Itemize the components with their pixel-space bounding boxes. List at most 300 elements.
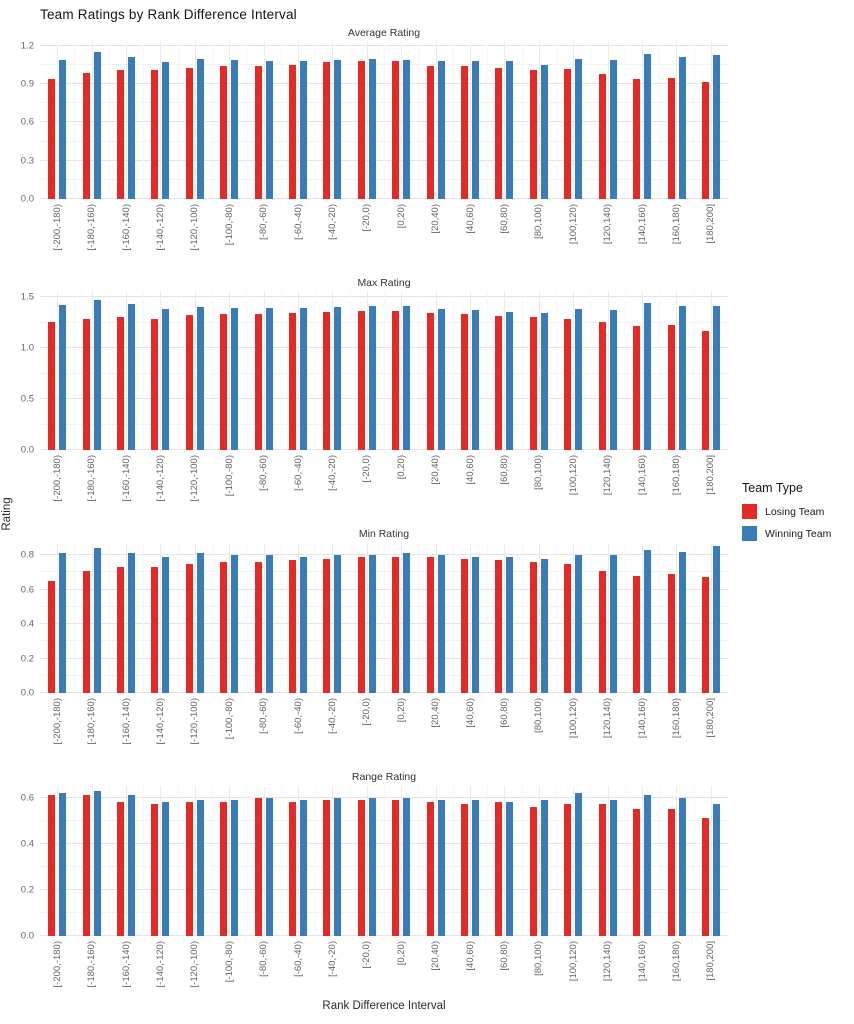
- bar-losing-1: [83, 571, 90, 693]
- facet-strip-min-rating: Min Rating: [358, 528, 410, 540]
- x-tick-label: [100,120): [567, 455, 579, 496]
- bar-winning-13: [506, 61, 513, 199]
- bar-losing-14: [530, 70, 537, 199]
- x-tick: [281, 450, 315, 512]
- category-group: [659, 42, 693, 199]
- category-group: [143, 292, 177, 450]
- plot-area-max-rating: [40, 292, 728, 450]
- bar-losing-9: [358, 800, 365, 936]
- facet-strip-average-rating: Average Rating: [347, 27, 421, 39]
- x-tick-label: [-40,-20): [326, 455, 338, 491]
- category-group: [178, 786, 212, 936]
- x-tick-label: [140,160): [636, 204, 648, 245]
- bar-losing-10: [392, 557, 399, 693]
- x-tick: [487, 936, 521, 998]
- bar-winning-16: [610, 800, 617, 936]
- category-group: [178, 543, 212, 693]
- bar-losing-14: [530, 562, 537, 693]
- x-tick-label: [140,160): [636, 941, 648, 982]
- bar-winning-4: [197, 307, 204, 450]
- y-tick-label: 0.6: [20, 792, 34, 804]
- x-tick-label: [-80,-60): [258, 698, 270, 734]
- bar-winning-11: [438, 800, 445, 936]
- x-tick: [418, 936, 452, 998]
- plot-row-min-rating: [20, 543, 728, 699]
- x-tick: [487, 450, 521, 512]
- category-group: [453, 786, 487, 936]
- x-tick: [591, 199, 625, 261]
- category-group: [40, 543, 74, 693]
- x-tick-label: [20,40): [430, 204, 442, 234]
- category-group: [281, 786, 315, 936]
- facet-panel-max-rating: [0, 276, 728, 512]
- x-tick-label: [120,140): [602, 698, 614, 739]
- bar-losing-15: [564, 564, 571, 693]
- bar-winning-3: [162, 802, 169, 936]
- bar-winning-10: [403, 798, 410, 936]
- bar-winning-6: [266, 555, 273, 693]
- x-tick: [212, 199, 246, 261]
- bar-winning-17: [644, 54, 651, 200]
- x-tick: [591, 693, 625, 755]
- category-group: [315, 292, 349, 450]
- x-tick: [74, 693, 108, 755]
- category-group: [487, 42, 521, 199]
- category-group: [522, 42, 556, 199]
- x-tick: [556, 936, 590, 998]
- bar-losing-14: [530, 807, 537, 936]
- bar-winning-0: [59, 305, 66, 450]
- facet-panel-average-rating: [0, 26, 728, 261]
- x-tick: [453, 936, 487, 998]
- category-group: [143, 42, 177, 199]
- category-group: [522, 292, 556, 450]
- bar-winning-6: [266, 798, 273, 936]
- y-tick-label: 0.0: [20, 930, 34, 942]
- legend-item-losing: [742, 504, 831, 519]
- x-tick: [281, 199, 315, 261]
- x-tick-label: [140,160): [636, 698, 648, 739]
- category-group: [453, 543, 487, 693]
- bar-winning-10: [403, 553, 410, 693]
- category-group: [625, 42, 659, 199]
- x-tick-label: [120,140): [602, 455, 614, 496]
- x-tick: [143, 450, 177, 512]
- x-tick-label: [-200,-180): [51, 941, 63, 988]
- bar-winning-16: [610, 555, 617, 693]
- y-tick-label: 1.0: [20, 342, 34, 354]
- bar-groups-range-rating: [40, 786, 728, 936]
- x-tick-label: [80,100): [533, 698, 545, 733]
- category-group: [384, 292, 418, 450]
- x-tick-label: [-80,-60): [258, 455, 270, 491]
- x-tick: [350, 693, 384, 755]
- bar-losing-13: [495, 316, 502, 450]
- x-tick-label: [-200,-180): [51, 204, 63, 251]
- bar-losing-9: [358, 61, 365, 199]
- plot-row-average-rating: [20, 40, 728, 205]
- bar-losing-15: [564, 804, 571, 936]
- category-group: [350, 42, 384, 199]
- bar-losing-18: [668, 325, 675, 450]
- bar-winning-3: [162, 62, 169, 199]
- bar-losing-15: [564, 69, 571, 199]
- x-tick-label: [-100,-80): [223, 941, 235, 983]
- category-group: [143, 543, 177, 693]
- x-tick-label: [-140,-120): [154, 455, 166, 502]
- category-group: [212, 543, 246, 693]
- x-tick-label: [-160,-140): [120, 941, 132, 988]
- x-tick: [212, 936, 246, 998]
- bar-losing-7: [289, 65, 296, 199]
- x-tick-label: [160,180): [671, 698, 683, 739]
- bar-losing-16: [599, 74, 606, 199]
- legend-title: Team Type: [742, 481, 803, 495]
- bar-losing-7: [289, 560, 296, 693]
- x-tick-label: [-200,-180): [51, 455, 63, 502]
- x-tick: [384, 936, 418, 998]
- bar-losing-5: [220, 66, 227, 199]
- bar-winning-4: [197, 800, 204, 936]
- bar-losing-19: [702, 818, 709, 936]
- facet-panel-range-rating: [0, 770, 728, 998]
- x-tick: [453, 693, 487, 755]
- plot-row-range-rating: [20, 786, 728, 942]
- x-tick-label: [120,140): [602, 204, 614, 245]
- x-tick-label: [40,60): [464, 204, 476, 234]
- category-group: [40, 292, 74, 450]
- category-group: [74, 786, 108, 936]
- category-group: [74, 42, 108, 199]
- category-group: [40, 786, 74, 936]
- bar-losing-11: [427, 66, 434, 199]
- bar-winning-4: [197, 59, 204, 199]
- bar-losing-1: [83, 73, 90, 199]
- y-tick-label: 0.8: [20, 549, 34, 561]
- x-tick: [143, 199, 177, 261]
- bar-losing-19: [702, 82, 709, 199]
- y-tick-label: 0.0: [20, 193, 34, 205]
- x-tick-label: [-120,-100): [189, 455, 201, 502]
- category-group: [418, 42, 452, 199]
- x-tick-label: [-160,-140): [120, 455, 132, 502]
- bar-winning-17: [644, 550, 651, 693]
- category-group: [109, 543, 143, 693]
- x-tick: [315, 450, 349, 512]
- category-group: [487, 786, 521, 936]
- bar-losing-4: [186, 564, 193, 693]
- x-tick-label: [160,180): [671, 941, 683, 982]
- bar-winning-9: [369, 798, 376, 936]
- bar-losing-15: [564, 319, 571, 450]
- x-tick: [350, 450, 384, 512]
- x-tick: [453, 450, 487, 512]
- bar-losing-18: [668, 809, 675, 936]
- bar-winning-8: [334, 60, 341, 199]
- bar-winning-7: [300, 308, 307, 450]
- category-group: [350, 543, 384, 693]
- category-group: [212, 292, 246, 450]
- bar-winning-10: [403, 60, 410, 199]
- bar-losing-6: [255, 66, 262, 199]
- bar-losing-1: [83, 795, 90, 936]
- bar-winning-14: [541, 559, 548, 693]
- category-group: [178, 292, 212, 450]
- x-tick: [418, 693, 452, 755]
- bar-losing-19: [702, 577, 709, 693]
- bar-winning-9: [369, 59, 376, 199]
- x-tick-label: [-40,-20): [326, 941, 338, 977]
- bar-losing-12: [461, 804, 468, 936]
- bar-losing-3: [151, 567, 158, 693]
- bar-losing-16: [599, 571, 606, 693]
- x-tick: [246, 693, 280, 755]
- x-tick: [143, 693, 177, 755]
- category-group: [315, 543, 349, 693]
- bar-winning-3: [162, 309, 169, 450]
- category-group: [74, 292, 108, 450]
- category-group: [384, 42, 418, 199]
- x-tick-label: [20,40): [430, 941, 442, 971]
- x-tick-label: [-100,-80): [223, 698, 235, 740]
- bar-losing-11: [427, 313, 434, 450]
- x-tick-label: [20,40): [430, 698, 442, 728]
- category-group: [659, 786, 693, 936]
- bar-winning-13: [506, 557, 513, 693]
- y-tick-label: 0.5: [20, 393, 34, 405]
- x-tick: [384, 199, 418, 261]
- x-tick: [418, 199, 452, 261]
- x-tick-label: [-120,-100): [189, 698, 201, 745]
- bar-losing-7: [289, 802, 296, 936]
- bar-winning-6: [266, 308, 273, 450]
- bar-losing-2: [117, 70, 124, 199]
- y-axis-title: Rating: [1, 497, 13, 531]
- x-tick: [281, 936, 315, 998]
- x-tick-label: [-180,-160): [86, 204, 98, 251]
- bar-losing-13: [495, 68, 502, 199]
- x-tick: [384, 450, 418, 512]
- bar-groups-min-rating: [40, 543, 728, 693]
- panels: [0, 26, 728, 1013]
- x-tick-label: [-60,-40): [292, 455, 304, 491]
- x-tick: [74, 936, 108, 998]
- category-group: [246, 543, 280, 693]
- x-tick-label: [-60,-40): [292, 698, 304, 734]
- y-tick-label: 0.2: [20, 653, 34, 665]
- bar-losing-13: [495, 802, 502, 936]
- x-tick-label: [120,140): [602, 941, 614, 982]
- x-tick: [625, 199, 659, 261]
- bar-losing-9: [358, 557, 365, 693]
- x-tick: [522, 199, 556, 261]
- x-tick: [591, 450, 625, 512]
- bar-winning-7: [300, 557, 307, 693]
- x-tick: [212, 450, 246, 512]
- x-tick: [659, 693, 693, 755]
- bar-winning-5: [231, 60, 238, 199]
- x-tick-label: [-20,0): [361, 698, 373, 726]
- category-group: [453, 42, 487, 199]
- category-group: [246, 292, 280, 450]
- x-tick: [556, 199, 590, 261]
- x-tick: [315, 693, 349, 755]
- bar-groups-max-rating: [40, 292, 728, 450]
- category-group: [281, 543, 315, 693]
- category-group: [694, 42, 728, 199]
- x-tick-label: [-20,0): [361, 941, 373, 969]
- bar-winning-16: [610, 310, 617, 450]
- x-tick-label: [180,200]: [705, 941, 717, 981]
- y-tick-label: 0.0: [20, 444, 34, 456]
- bar-losing-4: [186, 802, 193, 936]
- x-tick-label: [60,80): [498, 455, 510, 485]
- bar-groups-average-rating: [40, 42, 728, 199]
- x-tick: [178, 199, 212, 261]
- x-tick-label: [80,100): [533, 204, 545, 239]
- bar-winning-15: [575, 309, 582, 450]
- category-group: [246, 42, 280, 199]
- bar-winning-10: [403, 306, 410, 450]
- x-tick: [74, 199, 108, 261]
- x-axis-max-rating: [40, 450, 728, 512]
- bar-winning-0: [59, 553, 66, 693]
- bar-winning-8: [334, 555, 341, 693]
- bar-losing-5: [220, 802, 227, 936]
- x-tick-label: [-180,-160): [86, 455, 98, 502]
- bar-winning-16: [610, 60, 617, 199]
- bar-winning-0: [59, 793, 66, 936]
- bar-losing-18: [668, 574, 675, 693]
- x-tick-label: [-20,0): [361, 455, 373, 483]
- category-group: [143, 786, 177, 936]
- x-tick: [625, 693, 659, 755]
- category-group: [109, 786, 143, 936]
- x-tick-label: [60,80): [498, 698, 510, 728]
- bar-losing-6: [255, 314, 262, 450]
- category-group: [74, 543, 108, 693]
- category-group: [694, 786, 728, 936]
- facet-panel-min-rating: [0, 527, 728, 755]
- x-tick-label: [140,160): [636, 455, 648, 496]
- category-group: [522, 786, 556, 936]
- bar-losing-2: [117, 317, 124, 450]
- bar-winning-1: [94, 52, 101, 199]
- category-group: [659, 292, 693, 450]
- category-group: [453, 292, 487, 450]
- x-tick-label: [-140,-120): [154, 204, 166, 251]
- x-tick: [40, 450, 74, 512]
- x-tick-label: [40,60): [464, 941, 476, 971]
- legend-label-losing: Losing Team: [765, 505, 825, 518]
- plot-area-min-rating: [40, 543, 728, 693]
- x-tick: [109, 450, 143, 512]
- y-tick-label: 0.0: [20, 687, 34, 699]
- x-tick: [556, 693, 590, 755]
- bar-losing-16: [599, 322, 606, 450]
- facet-strip-range-rating: Range Rating: [351, 771, 417, 783]
- x-tick-label: [-140,-120): [154, 941, 166, 988]
- bar-winning-4: [197, 553, 204, 693]
- x-tick: [40, 199, 74, 261]
- x-axis-title: Rank Difference Interval: [322, 1000, 446, 1012]
- y-tick-label: 1.2: [20, 40, 34, 52]
- category-group: [694, 543, 728, 693]
- bar-winning-13: [506, 312, 513, 450]
- x-tick: [246, 936, 280, 998]
- bar-winning-1: [94, 791, 101, 936]
- x-tick: [178, 936, 212, 998]
- x-axis-average-rating: [40, 199, 728, 261]
- bar-winning-5: [231, 555, 238, 693]
- bar-losing-0: [48, 795, 55, 936]
- bar-winning-18: [679, 552, 686, 693]
- bar-losing-12: [461, 559, 468, 693]
- category-group: [625, 786, 659, 936]
- x-tick-label: [0,20): [395, 204, 407, 229]
- y-axis-average-rating: [0, 40, 34, 205]
- bar-losing-8: [323, 559, 330, 693]
- x-tick-label: [-120,-100): [189, 941, 201, 988]
- bar-winning-11: [438, 555, 445, 693]
- category-group: [212, 786, 246, 936]
- x-tick: [143, 936, 177, 998]
- plot-area-range-rating: [40, 786, 728, 936]
- x-tick: [694, 199, 728, 261]
- x-tick-label: [60,80): [498, 941, 510, 971]
- category-group: [556, 543, 590, 693]
- bar-losing-9: [358, 311, 365, 450]
- bar-winning-0: [59, 60, 66, 199]
- x-tick-label: [20,40): [430, 455, 442, 485]
- bar-winning-1: [94, 300, 101, 450]
- category-group: [487, 543, 521, 693]
- x-tick-label: [0,20): [395, 941, 407, 966]
- category-group: [694, 292, 728, 450]
- bar-winning-7: [300, 800, 307, 936]
- bar-losing-8: [323, 62, 330, 199]
- bar-losing-17: [633, 809, 640, 936]
- x-tick: [487, 693, 521, 755]
- bar-losing-5: [220, 314, 227, 450]
- category-group: [625, 292, 659, 450]
- x-tick-label: [-80,-60): [258, 204, 270, 240]
- bar-winning-12: [472, 557, 479, 693]
- x-tick: [453, 199, 487, 261]
- x-tick-label: [160,180): [671, 204, 683, 245]
- y-tick-label: 0.4: [20, 838, 34, 850]
- winning-team-swatch-icon: [742, 526, 757, 541]
- category-group: [315, 786, 349, 936]
- y-tick-label: 0.3: [20, 155, 34, 167]
- y-axis-min-rating: [0, 543, 34, 699]
- bar-winning-14: [541, 313, 548, 450]
- y-tick-label: 0.6: [20, 116, 34, 128]
- bar-winning-8: [334, 307, 341, 450]
- category-group: [281, 42, 315, 199]
- bar-winning-18: [679, 57, 686, 199]
- x-tick: [659, 450, 693, 512]
- bar-losing-5: [220, 562, 227, 693]
- category-group: [591, 786, 625, 936]
- y-tick-label: 0.6: [20, 584, 34, 596]
- x-tick: [487, 199, 521, 261]
- x-tick: [659, 936, 693, 998]
- x-tick: [694, 936, 728, 998]
- bar-losing-11: [427, 802, 434, 936]
- category-group: [591, 543, 625, 693]
- bar-losing-17: [633, 576, 640, 693]
